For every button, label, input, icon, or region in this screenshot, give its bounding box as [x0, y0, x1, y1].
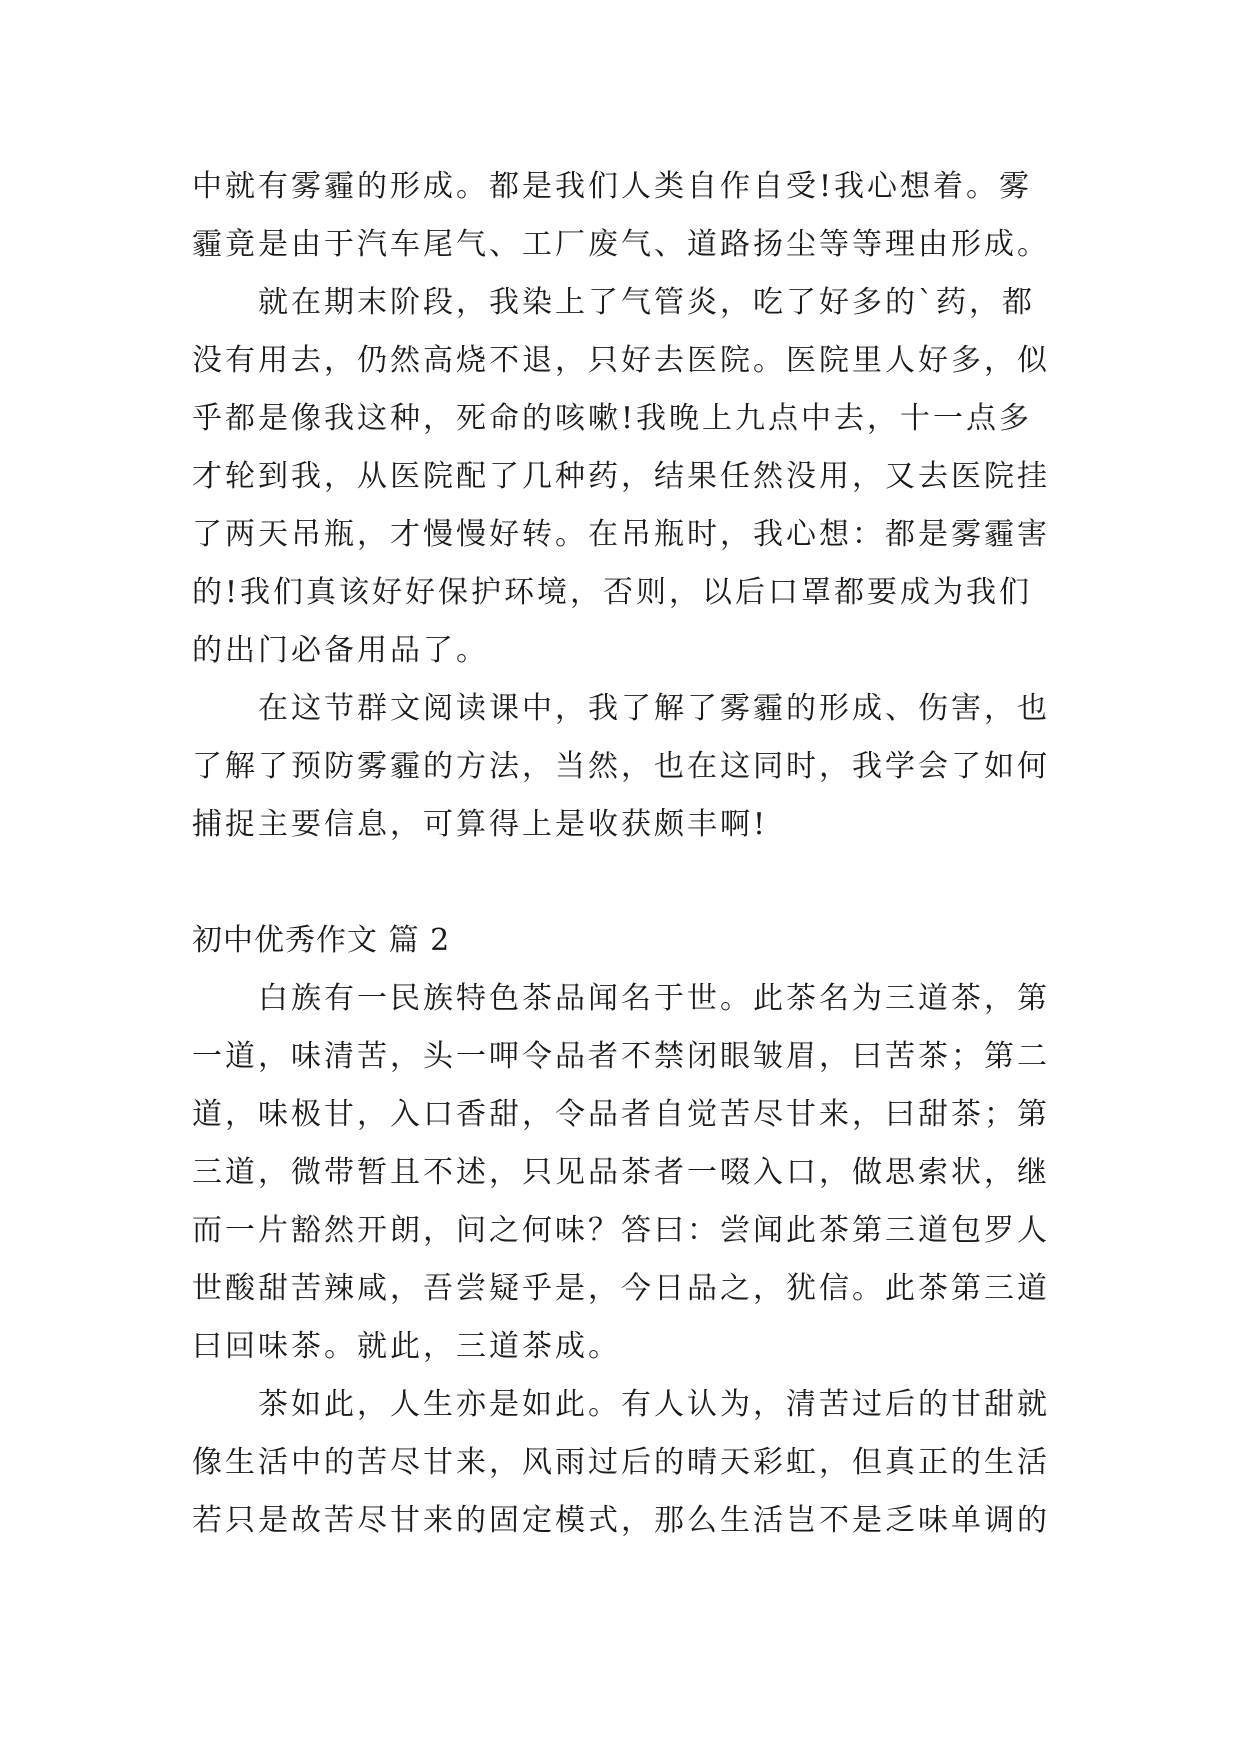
section-title: 初中优秀作文 篇 2 [192, 923, 451, 958]
text-line: 曰回味茶。就此，三道茶成。 [192, 1329, 621, 1364]
text-line: 像生活中的苦尽甘来，风雨过后的晴天彩虹，但真正的生活 [192, 1445, 1050, 1480]
text-line: 茶如此，人生亦是如此。有人认为，清苦过后的甘甜就 [258, 1387, 1050, 1422]
text-line: 在这节群文阅读课中，我了解了雾霾的形成、伤害，也 [258, 691, 1050, 726]
paragraph-gap [192, 854, 1072, 912]
text-line: 中就有雾霾的形成。都是我们人类自作自受!我心想着。雾 [192, 169, 1033, 204]
text-line: 三道，微带暂且不述，只见品茶者一啜入口，做思索状，继 [192, 1155, 1050, 1190]
document-body [192, 158, 1072, 1550]
text-line: 而一片豁然开朗，问之何味？答曰：尝闻此茶第三道包罗人 [192, 1213, 1050, 1248]
text-line: 的出门必备用品了。 [192, 633, 489, 668]
text-line: 捕捉主要信息，可算得上是收获颇丰啊! [192, 807, 769, 842]
text-line: 没有用去，仍然高烧不退，只好去医院。医院里人好多，似 [192, 343, 1050, 378]
text-line: 乎都是像我这种，死命的咳嗽!我晚上九点中去，十一点多 [192, 401, 1033, 436]
text-line: 才轮到我，从医院配了几种药，结果任然没用，又去医院挂 [192, 459, 1050, 494]
text-line: 若只是故苦尽甘来的固定模式，那么生活岂不是乏味单调的 [192, 1503, 1050, 1538]
text-line: 了解了预防雾霾的方法，当然，也在这同时，我学会了如何 [192, 749, 1050, 784]
text-line: 就在期末阶段，我染上了气管炎，吃了好多的`药，都 [258, 285, 1035, 320]
text-line: 了两天吊瓶，才慢慢好转。在吊瓶时，我心想：都是雾霾害 [192, 517, 1050, 552]
text-line: 道，味极甘，入口香甜，令品者自觉苦尽甘来，曰甜茶；第 [192, 1097, 1050, 1132]
text-line: 的!我们真该好好保护环境，否则，以后口罩都要成为我们 [192, 575, 1033, 610]
text-line: 霾竟是由于汽车尾气、工厂废气、道路扬尘等等理由形成。 [192, 227, 1050, 262]
text-line: 世酸甜苦辣咸，吾尝疑乎是，今日品之，犹信。此茶第三道 [192, 1271, 1050, 1306]
text-line: 一道，味清苦，头一呷令品者不禁闭眼皱眉，曰苦茶；第二 [192, 1039, 1050, 1074]
text-line: 白族有一民族特色茶品闻名于世。此茶名为三道茶，第 [258, 981, 1050, 1016]
